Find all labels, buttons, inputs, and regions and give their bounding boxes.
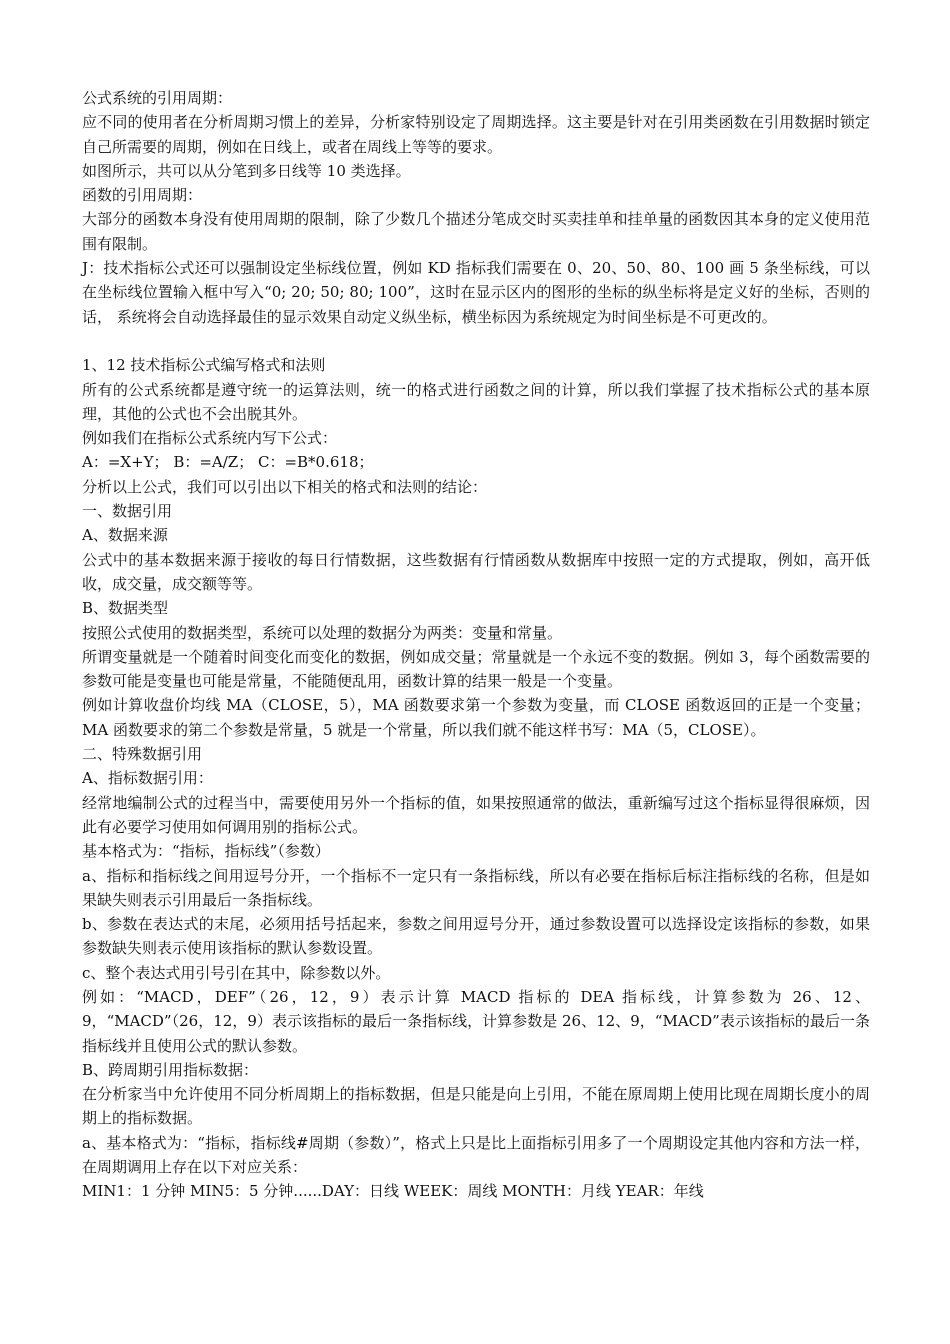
paragraph: 例如计算收盘价均线 MA（CLOSE，5），MA 函数要求第一个参数为变量，而 CLOSE 函数返回的正是一个变量；MA 函数要求的第二个参数是常量，5 就是一个常量，所以我们就不能这样书写：MA（5，CLOSE）。: [82, 696, 870, 739]
paragraph: a、指标和指标线之间用逗号分开，一个指标不一定只有一条指标线，所以有必要在指标后标注指标线的名称，但是如果缺失则表示引用最后一条指标线。: [82, 866, 870, 909]
paragraph: c、整个表达式用引号引在其中，除参数以外。: [82, 963, 391, 982]
paragraph: b、参数在表达式的末尾，必须用括号括起来，参数之间用逗号分开，通过参数设置可以选择设定该指标的参数，如果参数缺失则表示使用该指标的默认参数设置。: [82, 915, 870, 958]
paragraph: a、基本格式为：“指标，指标线#周期（参数）”，格式上只是比上面指标引用多了一个周期设定其他内容和方法一样，在周期调用上存在以下对应关系：: [82, 1133, 870, 1177]
paragraph: 公式中的基本数据来源于接收的每日行情数据，这些数据有行情函数从数据库中按照一定的方式提取，例如，高开低收，成交量，成交额等等。: [82, 550, 870, 593]
heading-formula-period: 公式系统的引用周期：: [82, 89, 233, 107]
paragraph: 分析以上公式，我们可以引出以下相关的格式和法则的结论：: [82, 477, 488, 496]
paragraph: 大部分的函数本身没有使用周期的限制，除了少数几个描述分笔成交时买卖挂单和挂单量的函数因其本身的定义使用范围有限制。: [82, 210, 870, 253]
paragraph: MIN1：1 分钟 MIN5：5 分钟......DAY：日线 WEEK：周线 MONTH：月线 YEAR：年线: [82, 1182, 704, 1201]
paragraph: 所有的公式系统都是遵守统一的运算法则，统一的格式进行函数之间的计算，所以我们掌握了技术指标公式的基本原理，其他的公式也不会出脱其外。: [82, 380, 870, 423]
section-heading: 1、12 技术指标公式编写格式和法则: [82, 356, 326, 375]
paragraph: 应不同的使用者在分析周期习惯上的差异，分析家特别设定了周期选择。这主要是针对在引用类函数在引用数据时锁定自己所需要的周期，例如在日线上，或者在周线上等等的要求。: [82, 113, 870, 156]
formula-example: A：=X+Y； B：=A/Z； C：=B*0.618；: [82, 453, 374, 472]
paragraph: 例如：“MACD，DEF”（26，12，9）表示计算 MACD 指标的 DEA 指标线，计算参数为 26、12、9，“MACD”（26，12，9）表示该指标的最后一条指标线，计算参数是 26、12、9，“MACD”表示该指标的最后一条指标线并且使用公式的默认参数。: [82, 987, 870, 1055]
paragraph: 经常地编制公式的过程当中，需要使用另外一个指标的值，如果按照通常的做法，重新编写过这个指标显得很麻烦，因此有必要学习使用如何调用别的指标公式。: [82, 793, 870, 836]
paragraph: 如图所示，共可以从分笔到多日线等 10 类选择。: [82, 161, 411, 180]
subheading: B、数据类型: [82, 599, 169, 618]
paragraph: J：技术指标公式还可以强制设定坐标线位置，例如 KD 指标我们需要在 0、20、50、80、100 画 5 条坐标线，可以在坐标线位置输入框中写入“0; 20; 50; 80; 100”，这时在显示区内的图形的坐标的纵坐标将是定义好的坐标，否则的话， 系统将会自动选择最佳的显示效果自动定义纵坐标，横坐标因为系统规定为时间坐标是不可更改的。: [82, 259, 870, 326]
subheading: 一、数据引用: [82, 502, 173, 521]
blank-line: [82, 329, 870, 353]
paragraph: 按照公式使用的数据类型，系统可以处理的数据分为两类：变量和常量。: [82, 623, 563, 642]
paragraph: 所谓变量就是一个随着时间变化而变化的数据，例如成交量；常量就是一个永远不变的数据。例如 3，每个函数需要的参数可能是变量也可能是常量，不能随便乱用，函数计算的结果一般是一个变量。: [82, 647, 870, 691]
subheading: B、跨周期引用指标数据：: [82, 1060, 259, 1079]
paragraph: 例如我们在指标公式系统内写下公式：: [82, 429, 338, 448]
subheading: A、数据来源: [82, 526, 168, 545]
paragraph: 在分析家当中允许使用不同分析周期上的指标数据，但是只能是向上引用，不能在原周期上使用比现在周期长度小的周期上的指标数据。: [82, 1085, 870, 1128]
paragraph: 基本格式为：“指标，指标线”（参数）: [82, 842, 330, 861]
document-body: [82, 86, 870, 1204]
heading-function-period: 函数的引用周期：: [82, 186, 203, 205]
subheading: A、指标数据引用：: [82, 769, 213, 788]
subheading: 二、特殊数据引用: [82, 745, 203, 764]
